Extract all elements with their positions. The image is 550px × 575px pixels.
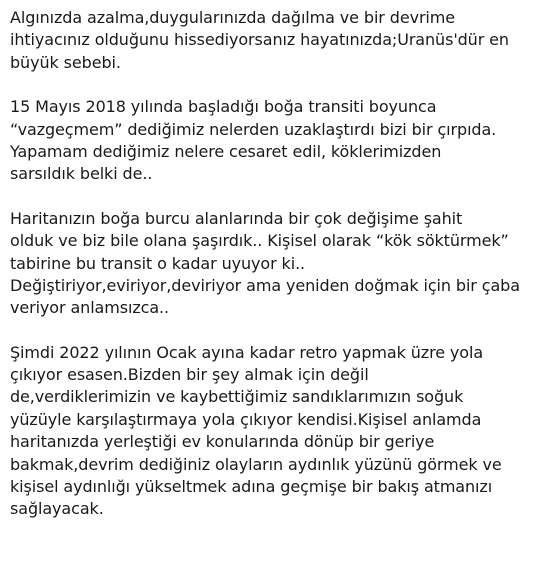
text-line: yüzüyle karşılaştırmaya yola çıkıyor kendisi.Kişisel anlamda <box>10 409 482 429</box>
text-line: veriyor anlamsızca.. <box>10 298 169 318</box>
post-text <box>10 0 545 543</box>
text-line: de,verdiklerimizin ve kaybettiğimiz sandıklarımızın soğuk <box>10 387 464 407</box>
text-line: Şimdi 2022 yılının Ocak ayına kadar retro yapmak üzre yola <box>10 342 484 362</box>
text-line: çıkıyor esasen.Bizden bir şey almak için değil <box>10 365 369 385</box>
text-line: tabirine bu transit o kadar uyuyor ki.. <box>10 253 306 273</box>
text-line: 15 Mayıs 2018 yılında başladığı boğa transiti boyunca <box>10 97 437 117</box>
text-line: haritanızda yerleştiği ev konularında dönüp bir geriye <box>10 432 435 452</box>
text-line: olduk ve biz bile olana şaşırdık.. Kişisel olarak “kök söktürmek” <box>10 231 509 251</box>
paragraph-3 <box>10 208 545 320</box>
text-line: Algınızda azalma,duygularınızda dağılma ve bir devrime <box>10 8 455 27</box>
text-line: ihtiyacınız olduğunu hissediyorsanız hayatınızda;Uranüs'dür en <box>10 30 509 50</box>
text-line: bakmak,devrim dediğiniz olayların aydınlık yüzünü görmek ve <box>10 454 502 474</box>
paragraph-2 <box>10 96 545 186</box>
text-line: sarsıldık belki de.. <box>10 164 153 184</box>
paragraph-1 <box>10 0 545 74</box>
text-line: “vazgeçmem” dediğimiz nelerden uzaklaştırdı bizi bir çırpıda. <box>10 119 497 139</box>
text-line: Haritanızın boğa burcu alanlarında bir çok değişime şahit <box>10 208 463 228</box>
text-line: Değiştiriyor,eviriyor,deviriyor ama yeniden doğmak için bir çaba <box>10 275 520 295</box>
text-line: sağlayacak. <box>10 499 104 519</box>
paragraph-4 <box>10 342 545 521</box>
text-line: kişisel aydınlığı yükseltmek adına geçmişe bir bakış atmanızı <box>10 477 493 497</box>
text-line: büyük sebebi. <box>10 52 121 72</box>
text-line: Yapamam dediğimiz nelere cesaret edil, köklerimizden <box>10 141 442 161</box>
